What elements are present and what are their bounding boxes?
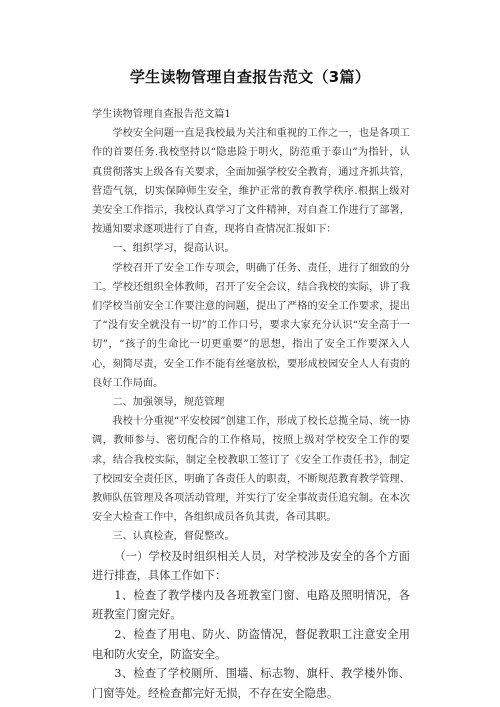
list-item-2: 2、检查了用电、防火、防盗情况，督促教职工注意安全用电和防火安全，防盗安全。 [92, 628, 410, 661]
heading-1: 一、组织学习，提高认识。 [112, 243, 235, 255]
section-subtitle: 学生读物管理自查报告范文篇1 [92, 109, 231, 120]
document-body [92, 105, 410, 703]
document-title: 学生读物管理自查报告范文（3篇） [129, 68, 371, 86]
heading-3: 三、认真检查，督促整改。 [112, 531, 235, 543]
heading-2: 二、加强领导，规范管理 [112, 397, 225, 409]
paragraph-2: 我校十分重视“平安校园”创建工作，形成了校长总揽全局、统一协调，教师参与、密切配合的工作格局，按照上级对学校安全工作的要求，结合我校实际，制定全校教职工签订了《安全工作责任书》，制定了校园安全责任区，明确了各责任人的职责，不断规范教育教学管理、教师队伍管理及各项活动管理，并实行了安全事故责任追究制。在本次安全大检查工作中，各组织成员各负其责，各司其职。 [92, 416, 410, 524]
paragraph-3: （一）学校及时组织相关人员，对学校涉及安全的各个方面进行排查，具体工作如下： [92, 549, 410, 583]
list-item-3: 3、检查了学校厕所、围墙、标志物、旗杆、教学楼外饰、门窗等处。经检查都完好无损，不存在安全隐患。 [92, 667, 410, 700]
list-item-1: 1、检查了教学楼内及各班教室门窗、电路及照明情况，各班教室门窗完好。 [92, 588, 410, 622]
paragraph-1: 学校召开了安全工作专项会，明确了任务、责任，进行了细致的分工。学校还组织全体教师，召开了安全会议，结合我校的实际，讲了我们学校当前安全工作要注意的问题，提出了严格的安全工作要求，提出了“没有安全就没有一切”的工作口号，要求大家充分认识“安全高于一切”，“孩子的生命比一切更重要”的思想，指出了安全工作要深入人心，刻简尽责，安全工作不能有丝毫放松，要形成校园安全人人有责的良好工作局面。 [92, 262, 410, 389]
paragraph-intro: 学校安全问题一直是我校最为关注和重视的工作之一，也是各项工作的首要任务.我校坚持以“隐患险于明火，防范重于泰山”为指针，认真贯彻落实上级各有关要求，全面加强学校安全教育，通过齐抓共管，营造气氛，切实保障师生安全，维护正常的教育教学秩序.根据上级对美安全工作指示，我校认真学习了文件精神，对自查工作进行了部署，按通知要求逐项进行了自查，现将自查情况汇报如下： [92, 128, 410, 236]
